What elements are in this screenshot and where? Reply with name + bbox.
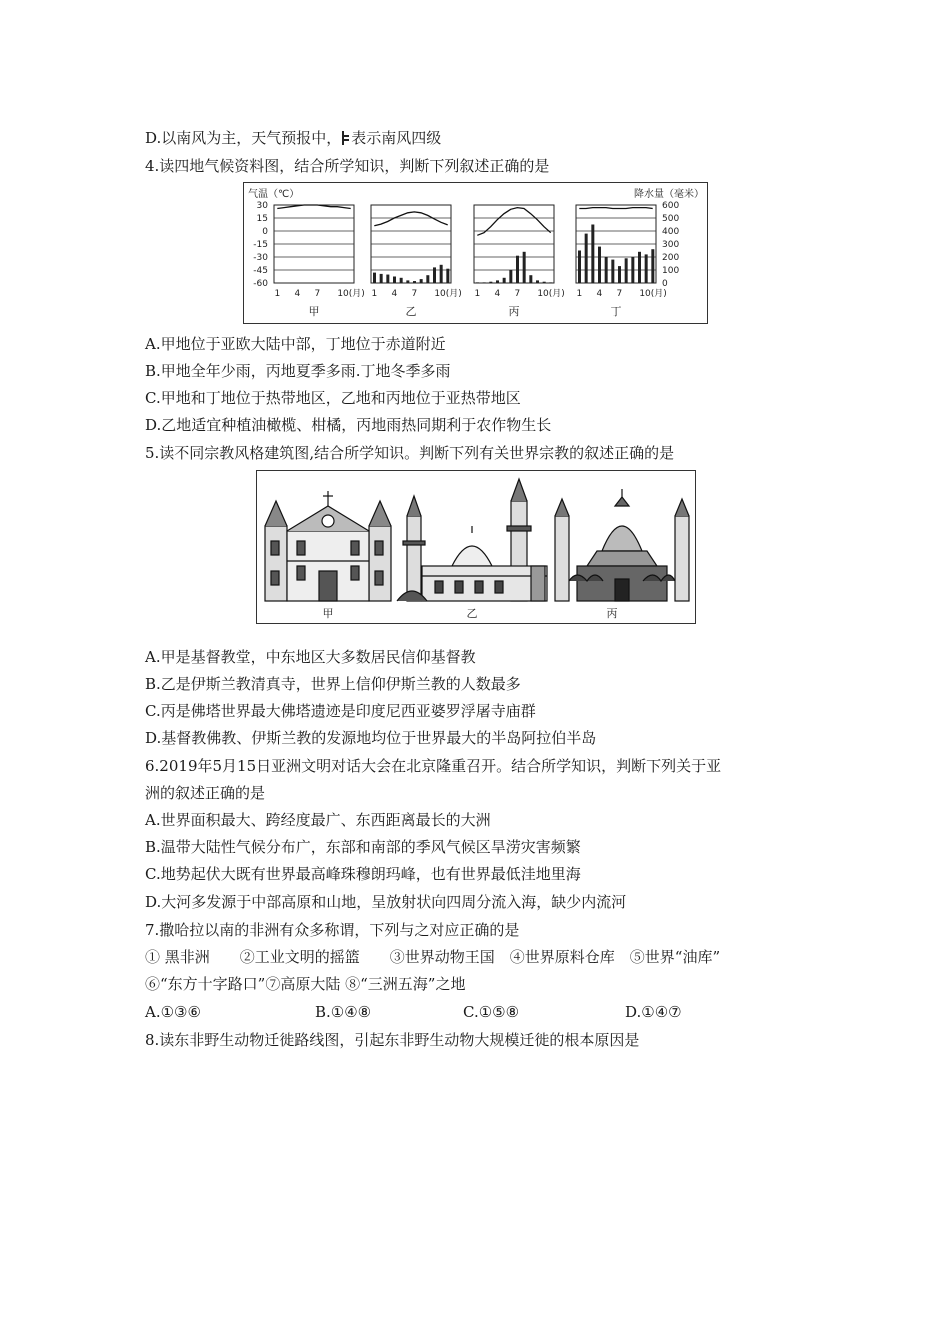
q6-option-b: B.温带大陆性气候分布广，东部和南部的季风气候区旱涝灾害频繁 bbox=[145, 838, 581, 856]
month-tick-label: 7 bbox=[411, 289, 418, 299]
mosque-illustration bbox=[397, 479, 547, 601]
q4-option-a: A.甲地位于亚欧大陆中部，丁地位于赤道附近 bbox=[145, 335, 446, 353]
precipitation-bar bbox=[585, 234, 588, 283]
month-tick-label: 4 bbox=[391, 289, 398, 299]
precipitation-bar bbox=[413, 281, 416, 283]
precipitation-bar bbox=[489, 282, 492, 283]
climate-chart-figure bbox=[243, 182, 708, 324]
precip-tick-label: 400 bbox=[662, 227, 680, 237]
temp-tick-label: -45 bbox=[253, 266, 268, 276]
precipitation-bar bbox=[483, 282, 486, 283]
precip-tick-label: 200 bbox=[662, 253, 680, 263]
precipitation-bar bbox=[578, 251, 581, 284]
precipitation-bar bbox=[516, 256, 519, 283]
south-wind-symbol-icon bbox=[341, 131, 351, 145]
q5-option-a: A.甲是基督教堂，中东地区大多数居民信仰基督教 bbox=[145, 648, 476, 666]
precipitation-bar bbox=[631, 257, 634, 283]
precipitation-bar bbox=[543, 282, 546, 283]
precipitation-bar bbox=[625, 258, 628, 283]
figure-label-jia: 甲 bbox=[322, 607, 334, 620]
temperature-curve bbox=[579, 208, 652, 209]
panel-name-label: 丙 bbox=[508, 305, 520, 318]
pagoda-illustration bbox=[555, 489, 689, 601]
religious-buildings-figure bbox=[256, 470, 696, 624]
precipitation-bar bbox=[476, 282, 479, 283]
precip-tick-label: 100 bbox=[662, 266, 680, 276]
panel-name-label: 乙 bbox=[405, 305, 417, 318]
church-illustration bbox=[265, 491, 391, 601]
precipitation-bar bbox=[523, 252, 526, 283]
precipitation-bar bbox=[645, 254, 648, 283]
precipitation-bar bbox=[426, 275, 429, 283]
precip-tick-label: 500 bbox=[662, 214, 680, 224]
q7-stem: 7.撒哈拉以南的非洲有众多称谓，下列与之对应正确的是 bbox=[145, 921, 520, 939]
precipitation-bar bbox=[400, 278, 403, 283]
q7-items-line1: ① 黑非洲 ②工业文明的摇篮 ③世界动物王国 ④世界原料仓库 ⑤世界“油库” bbox=[145, 948, 721, 966]
q7-option-b: B.①④⑧ bbox=[315, 1003, 372, 1021]
q7-option-a: A.①③⑥ bbox=[145, 1003, 201, 1021]
month-tick-label: 1 bbox=[474, 289, 481, 299]
q5-option-c: C.丙是佛塔世界最大佛塔遗迹是印度尼西亚婆罗浮屠寺庙群 bbox=[145, 702, 536, 720]
month-tick-label: 1 bbox=[371, 289, 378, 299]
q8-stem: 8.读东非野生动物迁徙路线图，引起东非野生动物大规模迁徙的根本原因是 bbox=[145, 1031, 640, 1049]
precip-tick-label: 0 bbox=[662, 279, 668, 289]
precipitation-bar bbox=[496, 280, 499, 283]
q6-option-d: D.大河多发源于中部高原和山地，呈放射状向四周分流入海，缺少内流河 bbox=[145, 893, 627, 911]
precipitation-bar bbox=[446, 269, 449, 283]
precipitation-bar bbox=[373, 273, 376, 283]
precipitation-bar bbox=[611, 260, 614, 283]
precipitation-bar bbox=[420, 279, 423, 283]
temp-tick-label: 0 bbox=[262, 227, 268, 237]
precipitation-bar bbox=[591, 225, 594, 284]
month-tick-label: 10(月) bbox=[639, 289, 667, 299]
precipitation-bar bbox=[618, 266, 621, 283]
precip-tick-label: 600 bbox=[662, 201, 680, 211]
q4-stem: 4.读四地气候资料图，结合所学知识，判断下列叙述正确的是 bbox=[145, 157, 550, 175]
month-tick-label: 4 bbox=[294, 289, 301, 299]
month-tick-label: 1 bbox=[274, 289, 281, 299]
month-tick-label: 10(月) bbox=[337, 289, 365, 299]
q7-items-line2: ⑥“东方十字路口”⑦高原大陆 ⑧“三洲五海”之地 bbox=[145, 975, 466, 993]
q5-stem: 5.读不同宗教风格建筑图,结合所学知识。判断下列有关世界宗教的叙述正确的是 bbox=[145, 444, 675, 462]
figure-label-bing: 丙 bbox=[606, 607, 618, 620]
q5-option-b: B.乙是伊斯兰教清真寺，世界上信仰伊斯兰教的人数最多 bbox=[145, 675, 521, 693]
precipitation-bar bbox=[529, 275, 532, 283]
q4-option-c: C.甲地和丁地位于热带地区，乙地和丙地位于亚热带地区 bbox=[145, 389, 521, 407]
precipitation-bar bbox=[638, 252, 641, 283]
precipitation-bar bbox=[509, 270, 512, 283]
precipitation-bar bbox=[380, 274, 383, 283]
q7-option-d: D.①④⑦ bbox=[625, 1003, 682, 1021]
temperature-curve bbox=[277, 205, 350, 209]
precipitation-bar bbox=[598, 247, 601, 283]
panel-name-label: 甲 bbox=[308, 305, 320, 318]
temp-tick-label: 15 bbox=[256, 214, 268, 224]
precipitation-bar bbox=[651, 249, 654, 283]
temperature-curve bbox=[374, 212, 447, 226]
climate-chart bbox=[244, 183, 707, 323]
q6-stem-line2: 洲的叙述正确的是 bbox=[145, 784, 266, 802]
q3-option-d: D.以南风为主，天气预报中， 表示南风四级 bbox=[145, 129, 442, 147]
precipitation-axis-label: 降水量（毫米） bbox=[634, 189, 704, 200]
temp-tick-label: -15 bbox=[253, 240, 268, 250]
q5-option-d: D.基督教佛教、伊斯兰教的发源地均位于世界最大的半岛阿拉伯半岛 bbox=[145, 729, 597, 747]
precipitation-bar bbox=[393, 277, 396, 284]
month-tick-label: 7 bbox=[314, 289, 321, 299]
q6-stem-line1: 6.2019年5月15日亚洲文明对话大会在北京隆重召开。结合所学知识，判断下列关于亚 bbox=[145, 757, 722, 775]
q6-option-a: A.世界面积最大、跨经度最广、东西距离最长的大洲 bbox=[145, 811, 491, 829]
month-tick-label: 1 bbox=[576, 289, 583, 299]
religious-buildings-illustration bbox=[257, 471, 695, 623]
temp-tick-label: -60 bbox=[253, 279, 268, 289]
precipitation-bar bbox=[386, 275, 389, 283]
q7-option-c: C.①⑤⑧ bbox=[463, 1003, 520, 1021]
temp-tick-label: -30 bbox=[253, 253, 268, 263]
month-tick-label: 10(月) bbox=[537, 289, 565, 299]
q4-option-b: B.甲地全年少雨，丙地夏季多雨.丁地冬季多雨 bbox=[145, 362, 451, 380]
figure-label-yi: 乙 bbox=[466, 607, 478, 620]
precipitation-bar bbox=[549, 282, 552, 283]
q4-option-d: D.乙地适宜种植油橄榄、柑橘，丙地雨热同期利于农作物生长 bbox=[145, 416, 552, 434]
q6-option-c: C.地势起伏大既有世界最高峰珠穆朗玛峰，也有世界最低洼地里海 bbox=[145, 865, 581, 883]
precipitation-bar bbox=[440, 265, 443, 283]
month-tick-label: 4 bbox=[494, 289, 501, 299]
month-tick-label: 10(月) bbox=[434, 289, 462, 299]
precipitation-bar bbox=[503, 278, 506, 283]
month-tick-label: 4 bbox=[596, 289, 603, 299]
temperature-axis-label: 气温（℃） bbox=[248, 189, 300, 200]
precip-tick-label: 300 bbox=[662, 240, 680, 250]
precipitation-bar bbox=[605, 257, 608, 283]
precipitation-bar bbox=[536, 280, 539, 283]
panel-name-label: 丁 bbox=[610, 305, 622, 318]
precipitation-bar bbox=[433, 267, 436, 283]
month-tick-label: 7 bbox=[514, 289, 521, 299]
precipitation-bar bbox=[406, 280, 409, 283]
temp-tick-label: 30 bbox=[256, 201, 268, 211]
month-tick-label: 7 bbox=[616, 289, 623, 299]
